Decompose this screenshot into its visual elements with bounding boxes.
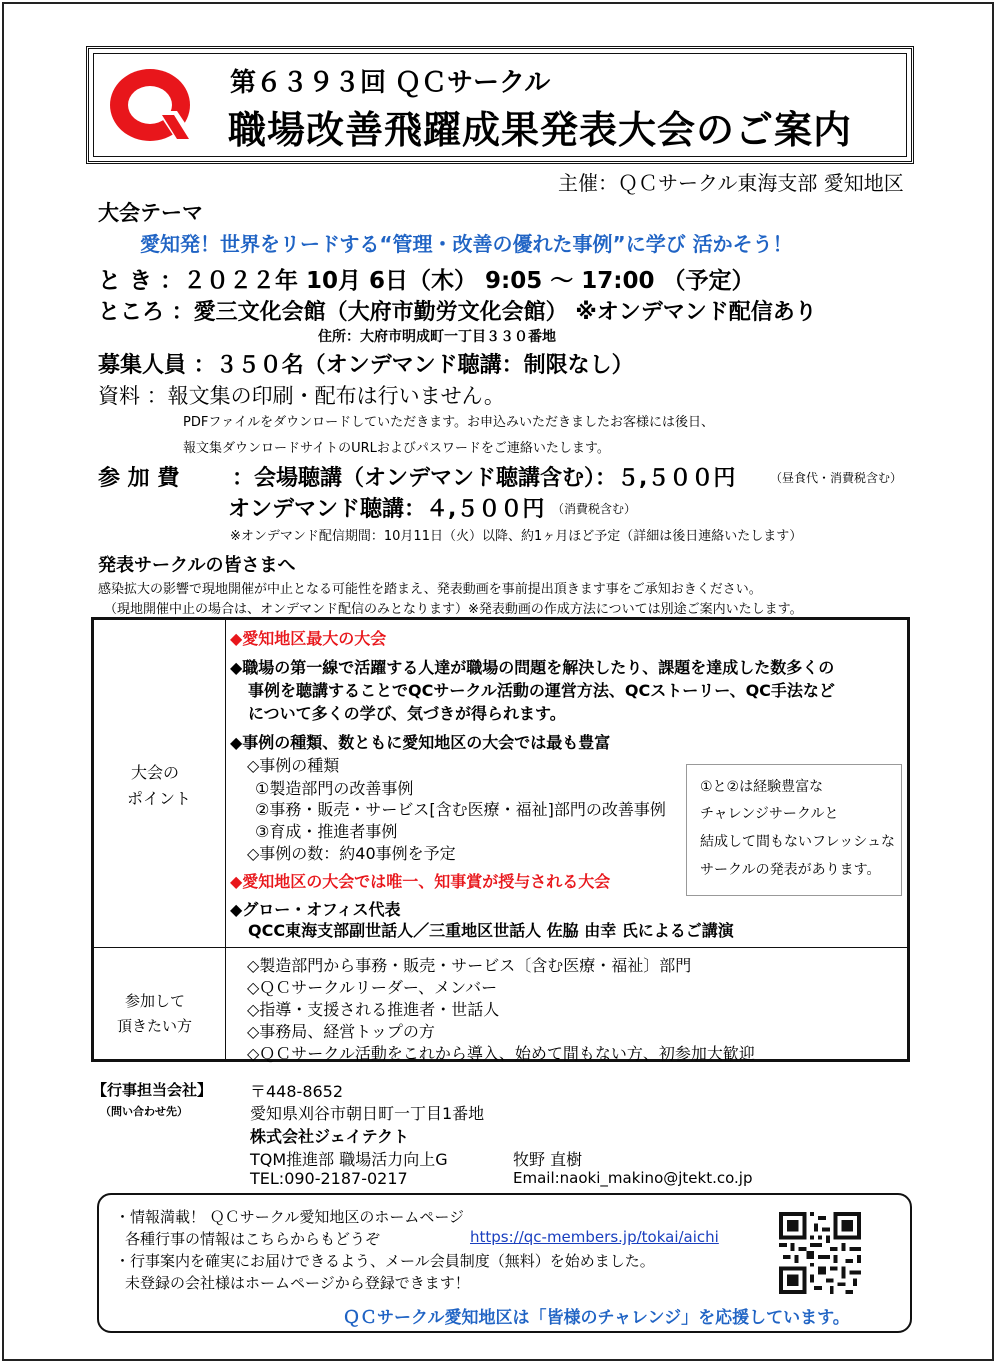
materials-note-1: PDFファイルをダウンロードしていただきます。お申込みいただきましたお客様には後日、: [183, 415, 715, 430]
contact-address: 愛知県刈谷市朝日町一丁目1番地: [250, 1104, 485, 1123]
organizer: 主催：ＱＣサークル東海支部 愛知地区: [558, 171, 904, 195]
point-learning-1: ◆職場の第一線で活躍する人達が職場の問題を解決したり、課題を達成した数多くの: [230, 658, 835, 677]
case-type-3: ③育成・推進者事例: [255, 822, 398, 841]
qr-code-icon[interactable]: [779, 1212, 861, 1294]
homepage-link[interactable]: https://qc-members.jp/tokai/aichi: [470, 1228, 719, 1246]
contact-tel[interactable]: TEL:090-2187-0217: [250, 1169, 408, 1188]
audience-item: ◇製造部門から事務・販売・サービス〔含む医療・福祉〕部門: [247, 956, 692, 975]
case-type-1: ①製造部門の改善事例: [255, 779, 414, 798]
presenters-heading: 発表サークルの皆さまへ: [98, 555, 296, 576]
presenters-line-2: （現地開催中止の場合は、オンデマンド配信のみとなります）※発表動画の作成方法については別途ご案内いたします。: [104, 602, 803, 617]
points-label-1: 大会の: [131, 763, 180, 782]
ondemand-period-note: ※オンデマンド配信期間：10月11日（火）以降、約1ヶ月ほど予定（詳細は後日連絡いたします）: [230, 529, 803, 544]
audience-item: ◇ＱＣサークルリーダー、メンバー: [247, 978, 498, 997]
fee-ondemand-note: （消費税含む）: [552, 502, 637, 516]
point-largest: ◆愛知地区最大の大会: [230, 629, 387, 648]
point-learning-2: 事例を聴講することでQCサークル活動の運営方法、QCストーリー、QC手法など: [248, 681, 835, 700]
point-lecture: ◆グロー・オフィス代表: [230, 900, 401, 919]
venue: ところ ：愛三文化会館（大府市勤労文化会館） ※オンデマンド配信あり: [98, 300, 817, 325]
note-line-2: チャレンジサークルと: [700, 806, 839, 822]
audience-item: ◇指導・支援される推進者・世話人: [247, 1000, 500, 1019]
audience-label-1: 参加して: [125, 992, 186, 1010]
fee-venue-note: （昼食代・消費税含む）: [770, 471, 903, 485]
page-title: 職場改善飛躍成果発表大会のご案内: [228, 108, 853, 152]
info-line-4: 未登録の会社様はホームページから登録できます！: [125, 1274, 470, 1292]
point-learning-3: について多くの学び、気づきが得られます。: [248, 704, 566, 723]
contact-sub: （問い合わせ先）: [100, 1105, 188, 1118]
materials: 資料 ：報文集の印刷・配布は行いません。: [98, 384, 505, 408]
info-line-1: ・情報満載！ ＱＣサークル愛知地区のホームページ: [115, 1208, 465, 1226]
contact-label: 【行事担当会社】: [92, 1081, 213, 1099]
note-line-1: ①と②は経験豊富な: [700, 779, 824, 795]
table-column-divider: [225, 620, 226, 1059]
audience-item: ◇事務局、経営トップの方: [247, 1022, 435, 1041]
contact-person: 牧野 直樹: [513, 1150, 583, 1169]
info-line-3: ・行事案内を確実にお届けできるよう、メール会員制度（無料）を始めました。: [115, 1252, 655, 1270]
points-label-2: ポイント: [127, 789, 192, 808]
contact-postal: 〒448-8652: [250, 1082, 344, 1101]
slogan: ＱＣサークル愛知地区は「皆様のチャレンジ」を応援しています。: [343, 1308, 850, 1328]
theme-label: 大会テーマ: [98, 201, 203, 225]
case-type-2: ②事務・販売・サービス[含む医療・福祉]部門の改善事例: [255, 800, 666, 819]
contact-dept: TQM推進部 職場活力向上G: [250, 1150, 448, 1169]
point-lecture-detail: QCC東海支部副世話人／三重地区世話人 佐脇 由幸 氏によるご講演: [248, 921, 734, 940]
materials-note-2: 報文集ダウンロードサイトのURLおよびパスワードをご連絡いたします。: [183, 441, 610, 456]
table-row-divider: [94, 947, 907, 948]
case-types-heading: ◇事例の種類: [247, 756, 340, 775]
contact-company: 株式会社ジェイテクト: [250, 1127, 410, 1146]
contact-email[interactable]: Email:naoki_makino@jtekt.co.jp: [513, 1169, 753, 1187]
fee-ondemand: オンデマンド聴講：４,５００円: [228, 497, 545, 522]
audience-label-2: 頂きたい方: [117, 1017, 193, 1035]
qc-logo-icon: [107, 65, 197, 145]
fee-label: 参 加 費: [98, 466, 180, 491]
note-line-4: サークルの発表があります。: [700, 862, 881, 878]
presenters-line-1: 感染拡大の影響で現地開催が中止となる可能性を踏まえ、発表動画を事前提出頂きます事をご承知おきください。: [98, 582, 762, 597]
point-richest: ◆事例の種類、数ともに愛知地区の大会では最も豊富: [230, 733, 611, 752]
point-governor-award: ◆愛知地区の大会では唯一、知事賞が授与される大会: [230, 872, 611, 891]
capacity: 募集人員 ：３５０名（オンデマンド聴講：制限なし）: [98, 353, 634, 378]
fee-venue: ：会場聴講（オンデマンド聴講含む）：５,５００円: [232, 466, 736, 491]
edition: 第６３９３回 ＱＣサークル: [230, 68, 551, 98]
case-count: ◇事例の数：約40事例を予定: [247, 844, 456, 863]
info-line-2: 各種行事の情報はこちらからもどうぞ: [125, 1230, 381, 1248]
date-time: と き ：２０２２年 10月 6日（木） 9:05 ～ 17:00 （予定）: [98, 268, 755, 294]
theme-text: 愛知発！世界をリードする“管理・改善の優れた事例”に学び 活かそう！: [140, 232, 793, 256]
note-line-3: 結成して間もないフレッシュな: [700, 834, 896, 850]
audience-item: ◇ＱＣサークル活動をこれから導入、始めて間もない方、初参加大歓迎: [247, 1044, 755, 1063]
venue-address: 住所：大府市明成町一丁目３３０番地: [318, 329, 556, 345]
